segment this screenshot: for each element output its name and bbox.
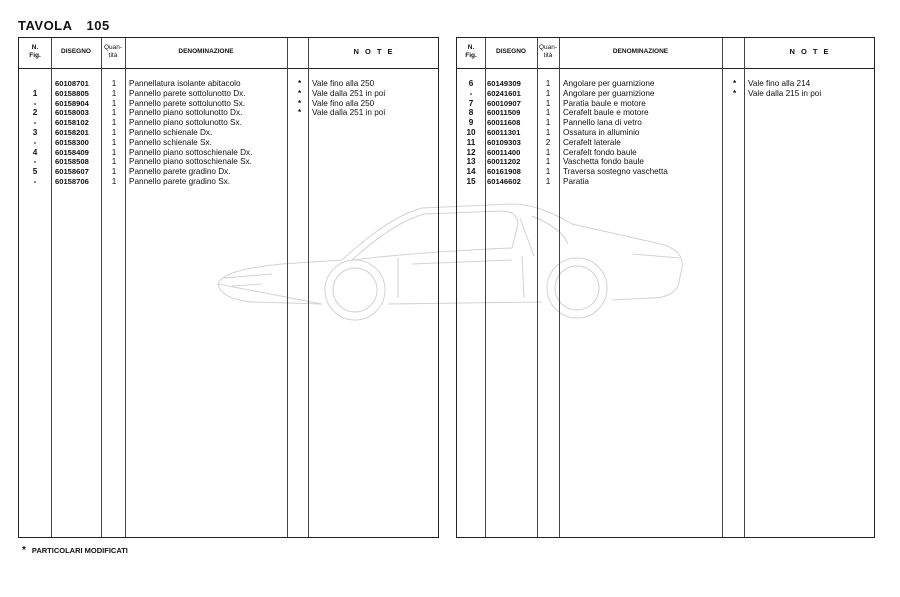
part-number: 60011400 — [487, 147, 521, 157]
part-description: Pannello piano sottolunotto Sx. — [129, 118, 242, 128]
figure-number: 9 — [468, 118, 474, 128]
part-number: 60146602 — [487, 176, 521, 186]
table-row — [457, 167, 874, 177]
asterisk-icon: * — [298, 88, 302, 98]
figure-number: - — [33, 98, 37, 108]
figure-number: - — [469, 88, 473, 98]
figure-number: 3 — [32, 127, 38, 137]
part-number: 60158706 — [55, 176, 89, 186]
part-number: 60161908 — [487, 167, 521, 177]
part-description: Pannello schienale Dx. — [129, 127, 213, 137]
note-text: Vale dalla 215 in poi — [748, 88, 822, 98]
note-entry — [19, 79, 438, 89]
table-row — [457, 128, 874, 138]
figure-number: - — [33, 137, 37, 147]
header-note: N O T E — [789, 47, 831, 56]
header-fig: N. Fig. — [29, 44, 41, 59]
asterisk-icon: * — [298, 98, 302, 108]
part-number: 60158607 — [55, 167, 89, 177]
quantity: 1 — [545, 167, 551, 177]
part-number: 60109303 — [487, 137, 521, 147]
part-number: 60011608 — [487, 118, 521, 128]
footer-legend — [22, 545, 128, 556]
table-row — [19, 167, 438, 177]
header-rule — [19, 68, 438, 69]
part-description: Traversa sostegno vaschetta — [563, 167, 668, 177]
part-number: 60158805 — [55, 88, 89, 98]
table-row — [19, 148, 438, 158]
table-row — [19, 118, 438, 128]
part-number: 60158201 — [55, 127, 89, 137]
quantity: 1 — [111, 176, 117, 186]
part-description: Vaschetta fondo baule — [563, 157, 644, 167]
note-text: Vale fino alla 250 — [312, 79, 375, 88]
part-description: Paratia — [563, 176, 589, 186]
figure-number: 15 — [466, 176, 476, 186]
part-description: Pannello parete gradino Dx. — [129, 167, 231, 177]
right-parts-table — [456, 37, 875, 538]
quantity: 1 — [545, 157, 551, 167]
header-fig: N. Fig. — [465, 44, 477, 59]
header-quantita: Quan- tità — [538, 44, 558, 59]
table-row — [457, 99, 874, 109]
quantity: 1 — [111, 108, 117, 118]
quantity: 1 — [545, 98, 551, 108]
asterisk-icon: * — [733, 79, 737, 88]
part-description: Pannello schienale Sx. — [129, 137, 212, 147]
table-row — [457, 177, 874, 187]
part-description: Cerafelt laterale — [563, 137, 621, 147]
note-entry — [19, 99, 438, 109]
part-description: Pannello parete gradino Sx. — [129, 176, 231, 186]
note-text: Vale fino alla 250 — [312, 98, 375, 108]
figure-number: - — [33, 118, 37, 128]
header-rule — [457, 68, 874, 69]
table-row — [457, 138, 874, 148]
figure-number: - — [33, 176, 37, 186]
page-title — [18, 18, 110, 33]
title-label: TAVOLA — [18, 18, 73, 33]
figure-number: 2 — [32, 108, 38, 118]
note-entry — [457, 89, 874, 99]
part-number: 60158409 — [55, 147, 89, 157]
figure-number: 4 — [32, 147, 38, 157]
table-row — [19, 128, 438, 138]
footer-text: PARTICOLARI MODIFICATI — [31, 546, 128, 555]
figure-number: 7 — [468, 98, 474, 108]
part-description: Angolare per guarnizione — [563, 79, 655, 88]
figure-number: 8 — [468, 108, 474, 118]
part-number: 60158003 — [55, 108, 89, 118]
part-number: 60158904 — [55, 98, 89, 108]
quantity: 1 — [545, 176, 551, 186]
part-description: Angolare per guarnizione — [563, 88, 655, 98]
figure-number: 14 — [466, 167, 476, 177]
part-number: 60158300 — [55, 137, 89, 147]
figure-number: 5 — [32, 167, 38, 177]
figure-number: 10 — [466, 127, 476, 137]
figure-number: 1 — [32, 88, 38, 98]
part-description: Pannello lana di vetro — [563, 118, 642, 128]
part-number: 60149309 — [487, 79, 521, 88]
quantity: 1 — [545, 88, 551, 98]
part-number: 60010907 — [487, 98, 521, 108]
part-number: 60241601 — [487, 88, 521, 98]
quantity: 1 — [111, 157, 117, 167]
left-parts-table — [18, 37, 439, 538]
header-denominazione: DENOMINAZIONE — [612, 48, 669, 55]
part-description: Cerafelt fondo baule — [563, 147, 637, 157]
part-description: Pannello parete sottolunotto Dx. — [129, 88, 246, 98]
part-description: Pannellatura isolante abitacolo — [129, 79, 241, 88]
note-text: Vale dalla 251 in poi — [312, 108, 386, 118]
table-row — [457, 148, 874, 158]
quantity: 2 — [545, 137, 551, 147]
part-description: Paratia baule e motore — [563, 98, 646, 108]
header-disegno: DISEGNO — [61, 48, 91, 55]
quantity: 1 — [111, 137, 117, 147]
table-row — [457, 118, 874, 128]
quantity: 1 — [111, 118, 117, 128]
quantity: 1 — [111, 79, 117, 88]
header-denominazione: DENOMINAZIONE — [178, 48, 234, 55]
left-notes — [19, 79, 438, 118]
header-quantita: Quan- tità — [103, 44, 123, 59]
asterisk-icon: * — [22, 545, 26, 556]
header-disegno: DISEGNO — [496, 48, 526, 55]
header-note: N O T E — [353, 47, 395, 56]
quantity: 1 — [545, 127, 551, 137]
quantity: 1 — [111, 147, 117, 157]
part-number: 60108701 — [55, 79, 89, 88]
figure-number: 13 — [466, 157, 476, 167]
right-notes — [457, 79, 874, 99]
quantity: 1 — [545, 108, 551, 118]
part-number: 60011301 — [487, 127, 521, 137]
table-row — [19, 177, 438, 187]
part-number: 60158508 — [55, 157, 89, 167]
part-description: Pannello piano sottoschienale Dx. — [129, 147, 253, 157]
table-row — [19, 157, 438, 167]
quantity: 1 — [111, 98, 117, 108]
part-description: Cerafelt baule e motore — [563, 108, 649, 118]
figure-number: 11 — [466, 137, 476, 147]
note-text: Vale fino alla 214 — [748, 79, 811, 88]
note-entry — [457, 79, 874, 89]
part-number: 60011509 — [487, 108, 521, 118]
quantity: 1 — [111, 88, 117, 98]
quantity: 1 — [111, 127, 117, 137]
quantity: 1 — [545, 79, 551, 88]
table-row — [457, 157, 874, 167]
figure-number: 6 — [468, 79, 474, 88]
part-description: Pannello parete sottolunotto Sx. — [129, 98, 246, 108]
asterisk-icon: * — [733, 88, 737, 98]
figure-number: - — [33, 157, 37, 167]
part-description: Ossatura in alluminio — [563, 127, 640, 137]
table-row — [457, 108, 874, 118]
table-row — [19, 138, 438, 148]
quantity: 1 — [545, 118, 551, 128]
note-entry — [19, 108, 438, 118]
quantity: 1 — [111, 167, 117, 177]
part-number: 60011202 — [487, 157, 521, 167]
figure-number: 12 — [466, 147, 476, 157]
part-description: Pannello piano sottoschienale Sx. — [129, 157, 252, 167]
note-entry — [19, 89, 438, 99]
note-text: Vale dalla 251 in poi — [312, 88, 386, 98]
title-number: 105 — [86, 18, 110, 33]
part-description: Pannello piano sottolunotto Dx. — [129, 108, 243, 118]
asterisk-icon: * — [298, 108, 302, 118]
quantity: 1 — [545, 147, 551, 157]
asterisk-icon: * — [298, 79, 302, 88]
part-number: 60158102 — [55, 118, 89, 128]
